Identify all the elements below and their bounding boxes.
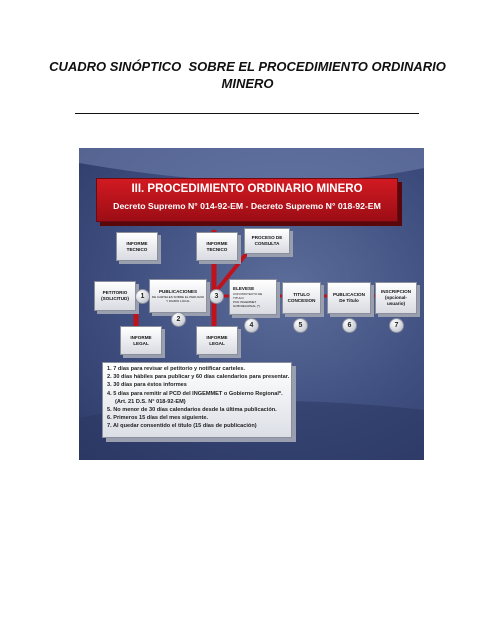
banner-title: III. PROCEDIMIENTO ORDINARIO MINERO bbox=[131, 183, 363, 195]
box-inscripcion: INSCRIPCION (opcional-usuario) bbox=[375, 282, 417, 314]
box-informe-tecnico-2: INFORME TECNICO bbox=[196, 232, 238, 261]
step-3-marker: 3 bbox=[209, 289, 224, 304]
step-4-marker: 4 bbox=[244, 318, 259, 333]
note-1: 1. 7 días para revisar el petitorio y notificar carteles. bbox=[107, 366, 246, 372]
note-2: 2. 30 días hábiles para publicar y 60 días calendarios para presentar. bbox=[107, 374, 290, 381]
step-6-marker: 6 bbox=[342, 318, 357, 333]
document-title bbox=[40, 58, 455, 92]
box-elevese: ELEVESE CON PROYECTO DE TITULO PCD INGEMMET GOB REGIONAL (*) bbox=[229, 279, 277, 315]
box-informe-tecnico-1: INFORME TECNICO bbox=[116, 232, 158, 261]
process-diagram bbox=[79, 148, 424, 460]
banner-subtitle: Decreto Supremo N° 014-92-EM - Decreto Supremo N° 018-92-EM bbox=[113, 201, 381, 211]
box-publicaciones: PUBLICACIONES DE CARTELES SOBRE EL PERUANO Y DIARIO LOCAL bbox=[149, 279, 207, 313]
step-1-marker: 1 bbox=[135, 289, 150, 304]
step-7-marker: 7 bbox=[389, 318, 404, 333]
title-underline bbox=[75, 113, 419, 114]
box-petitorio: PETITORIO (SOLICITUD) bbox=[94, 281, 136, 311]
step-5-marker: 5 bbox=[293, 318, 308, 333]
box-informe-legal-1: INFORME LEGAL bbox=[120, 326, 162, 355]
box-proceso-consulta: PROCESO DE CONSULTA bbox=[244, 228, 290, 254]
step-2-marker: 2 bbox=[171, 312, 186, 327]
note-5: 5. No menor de 30 días calendarios desde la última publicación. bbox=[107, 407, 277, 414]
notes-box bbox=[102, 362, 292, 438]
document-title-line-1: CUADRO SINÓPTICO SOBRE EL PROCEDIMIENTO ORDINARIO bbox=[49, 59, 446, 74]
note-7: 7. Al quedar consentido el título (15 días de publicación) bbox=[107, 423, 257, 430]
note-3: 3. 30 días para éstos informes bbox=[107, 382, 187, 389]
box-titulo-concesion: TITULO CONCESION bbox=[282, 282, 321, 314]
box-informe-legal-2: INFORME LEGAL bbox=[196, 326, 238, 355]
note-4-reference: (Art. 21 D.S. N° 018-92-EM) bbox=[115, 398, 186, 405]
note-4: 4. 5 días para remitir al PCD del INGEMMET o Gobierno Regional*. bbox=[107, 390, 283, 397]
box-publicacion-titulo: PUBLICACION De Titulo bbox=[327, 282, 371, 314]
note-6: 6. Primeros 15 días del mes siguiente. bbox=[107, 415, 209, 422]
document-title-line-2: MINERO bbox=[221, 76, 274, 91]
title-banner bbox=[96, 178, 398, 222]
